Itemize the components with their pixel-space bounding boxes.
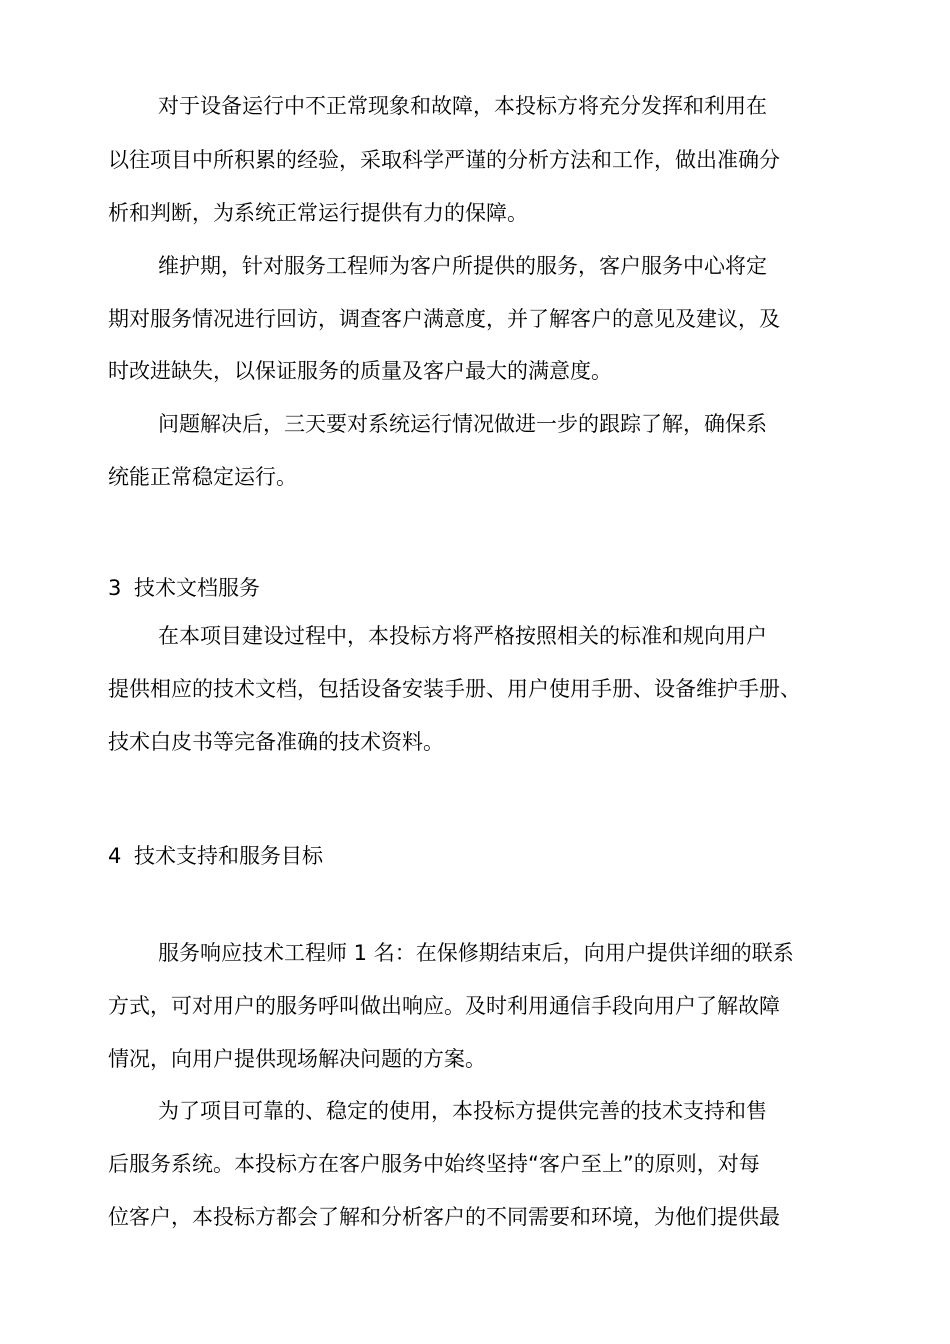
section-4-paragraph-2-line-2: 后服务系统。本投标方在客户服务中始终坚持“客户至上”的原则，对每 (108, 1152, 760, 1176)
section-3-line-1: 在本项目建设过程中，本投标方将严格按照相关的标准和规向用户 (158, 624, 767, 648)
section-4-paragraph-2-line-3: 位客户，本投标方都会了解和分析客户的不同需要和环境，为他们提供最 (108, 1205, 780, 1229)
section-4-paragraph-2-line-1: 为了项目可靠的、稳定的使用，本投标方提供完善的技术支持和售 (158, 1099, 767, 1123)
section-4-paragraph-1-line-2: 方式，可对用户的服务呼叫做出响应。及时利用通信手段向用户了解故障 (108, 994, 780, 1018)
paragraph-2-line-2: 期对服务情况进行回访，调查客户满意度，并了解客户的意见及建议，及 (108, 307, 780, 331)
paragraph-1-line-1: 对于设备运行中不正常现象和故障，本投标方将充分发挥和利用在 (158, 94, 767, 118)
paragraph-3-line-2: 统能正常稳定运行。 (108, 465, 297, 489)
section-4-title: 技术支持和服务目标 (134, 844, 323, 868)
paragraph-2-line-1: 维护期，针对服务工程师为客户所提供的服务，客户服务中心将定 (158, 254, 767, 278)
paragraph-1-line-2: 以往项目中所积累的经验，采取科学严谨的分析方法和工作，做出准确分 (108, 148, 780, 172)
section-4-heading (108, 842, 323, 870)
section-3-number: 3 (108, 576, 122, 600)
paragraph-3-line-1: 问题解决后，三天要对系统运行情况做进一步的跟踪了解，确保系 (158, 412, 767, 436)
section-4-paragraph-1-line-3: 情况，向用户提供现场解决问题的方案。 (108, 1047, 486, 1071)
section-3-heading (108, 574, 260, 602)
section-3-line-2: 提供相应的技术文档，包括设备安装手册、用户使用手册、设备维护手册、 (108, 677, 801, 701)
section-4-paragraph-1-line-1: 服务响应技术工程师 1 名：在保修期结束后，向用户提供详细的联系 (158, 941, 794, 965)
section-3-title: 技术文档服务 (134, 576, 260, 600)
paragraph-1-line-3: 析和判断，为系统正常运行提供有力的保障。 (108, 201, 528, 225)
section-4-number: 4 (108, 844, 122, 868)
section-3-line-3: 技术白皮书等完备准确的技术资料。 (108, 730, 444, 754)
paragraph-2-line-3: 时改进缺失，以保证服务的质量及客户最大的满意度。 (108, 359, 612, 383)
